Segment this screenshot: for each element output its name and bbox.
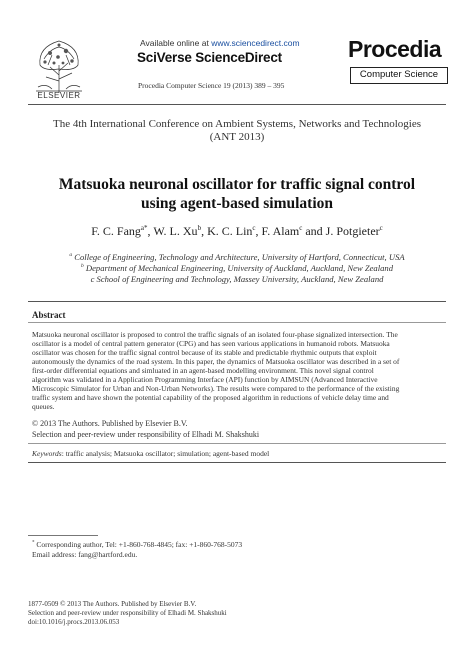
conference-line-1: The 4th International Conference on Ambient Systems, Networks and Technologies (52, 118, 422, 130)
author-mark: b (197, 224, 202, 232)
footnote-rule (28, 535, 98, 536)
availability-prefix: Available online at (140, 38, 212, 48)
elsevier-wordmark: ELSEVIER (37, 91, 81, 100)
affiliation-b (28, 263, 446, 273)
elsevier-tree-logo (30, 35, 88, 95)
header-rule (28, 104, 446, 105)
abstract-top-rule (28, 301, 446, 302)
conference-line-2: (ANT 2013) (209, 131, 265, 143)
author-sep: , (255, 224, 262, 238)
issn-copyright: 1877-0509 © 2013 The Authors. Published by Elsevier B.V. (28, 600, 197, 608)
affiliation-a (28, 252, 446, 262)
author-name: F. C. Fang (91, 224, 141, 238)
author-name: W. L. Xu (153, 224, 198, 238)
abstract-heading: Abstract (32, 310, 66, 320)
footnote-email[interactable]: Email address: fang@hartford.edu. (32, 550, 138, 559)
footnote-mark: * (32, 540, 35, 546)
abstract-line: Microscopic Simulator for Urban and Non-Urban Networks). The results were compared to the performance of the existing (32, 384, 400, 393)
author-sep: , (201, 224, 208, 238)
procedia-logo: Procedia (348, 36, 442, 62)
author-mark: c (379, 224, 383, 232)
author-sep: , (147, 224, 154, 238)
keywords-line (32, 449, 269, 458)
affiliation-c (28, 274, 446, 284)
footnote-corresponding (32, 540, 242, 549)
abstract-line: oscillator was chosen for the traffic signal control because of its stable and predictable rhythmic outputs that exploit (32, 348, 377, 357)
procedia-subtitle-box: Computer Science (350, 67, 448, 84)
author-mark: c (299, 224, 303, 232)
keywords-text: : traffic analysis; Matsuoka oscillator; simulation; agent-based model (61, 449, 270, 458)
author-name: F. Alam (261, 224, 300, 238)
bottom-peer-review: Selection and peer-review under responsibility of Elhadi M. Shakshuki (28, 609, 227, 617)
affiliation-text: Department of Mechanical Engineering, University of Auckland, Auckland, New Zealand (85, 263, 393, 273)
copyright-line: © 2013 The Authors. Published by Elsevier B.V. (32, 419, 188, 428)
paper-title-line-2: using agent-based simulation (140, 195, 334, 212)
author-sep: and (302, 224, 326, 238)
affiliation-text: College of Engineering, Technology and Architecture, University of Hartford, Connecticut, USA (74, 252, 405, 262)
sciencedirect-link[interactable]: www.sciencedirect.com (211, 38, 300, 48)
affiliation-mark: b (81, 263, 84, 270)
abstract-bottom-rule (28, 462, 446, 463)
abstract-line: first-order differential equations and simluated in an agent-based modelling environment. This novel signal control (32, 366, 374, 375)
peer-review-line: Selection and peer-review under responsibility of Elhadi M. Shakshuki (32, 430, 260, 439)
doi-link[interactable]: doi:10.1016/j.procs.2013.06.053 (28, 618, 120, 626)
affiliation-mark: a (69, 252, 73, 259)
abstract-body (32, 330, 444, 411)
footnote-contact: Corresponding author, Tel: +1-860-768-4845; fax: +1-860-768-5073 (34, 540, 243, 549)
affiliation-text: c School of Engineering and Technology, Massey University, Auckland, New Zealand (90, 274, 384, 284)
author-name: J. Potgieter (325, 224, 380, 238)
author-mark: c (252, 224, 256, 232)
journal-citation: Procedia Computer Science 19 (2013) 389 – 395 (138, 81, 285, 90)
author-mark: a* (140, 224, 148, 232)
keywords-rule (28, 443, 446, 444)
abstract-line: queues. (32, 402, 55, 411)
abstract-line: traffic system and have shown the potential capability of the proposed algorithm in reductions of vehicle delay time and (32, 393, 389, 402)
abstract-line: oscillator is a model of central pattern generator (CPG) and has seen various applications in humanoid robots. Matsuoka (32, 339, 390, 348)
abstract-line: autonomously the dynamics of the road system. In this paper, the dynamics of Matsuoka oscillator was described in a set of (32, 357, 400, 366)
abstract-line: Matsuoka neuronal oscillator is proposed to control the traffic signals of an isolated four-phase signalized intersection. The (32, 330, 398, 339)
abstract-heading-rule (28, 322, 446, 323)
author-name: K. C. Lin (207, 224, 253, 238)
paper-title-line-1: Matsuoka neuronal oscillator for traffic signal control (58, 176, 416, 193)
author-list (28, 224, 446, 239)
availability-line (140, 38, 300, 48)
keywords-label: Keywords (32, 449, 62, 458)
sciverse-sciencedirect-logo: SciVerse ScienceDirect (137, 50, 282, 65)
abstract-line: algorithm was validated in a Application Programming Interface (API) function by AIMSUN (Advanced Interactive (32, 375, 378, 384)
